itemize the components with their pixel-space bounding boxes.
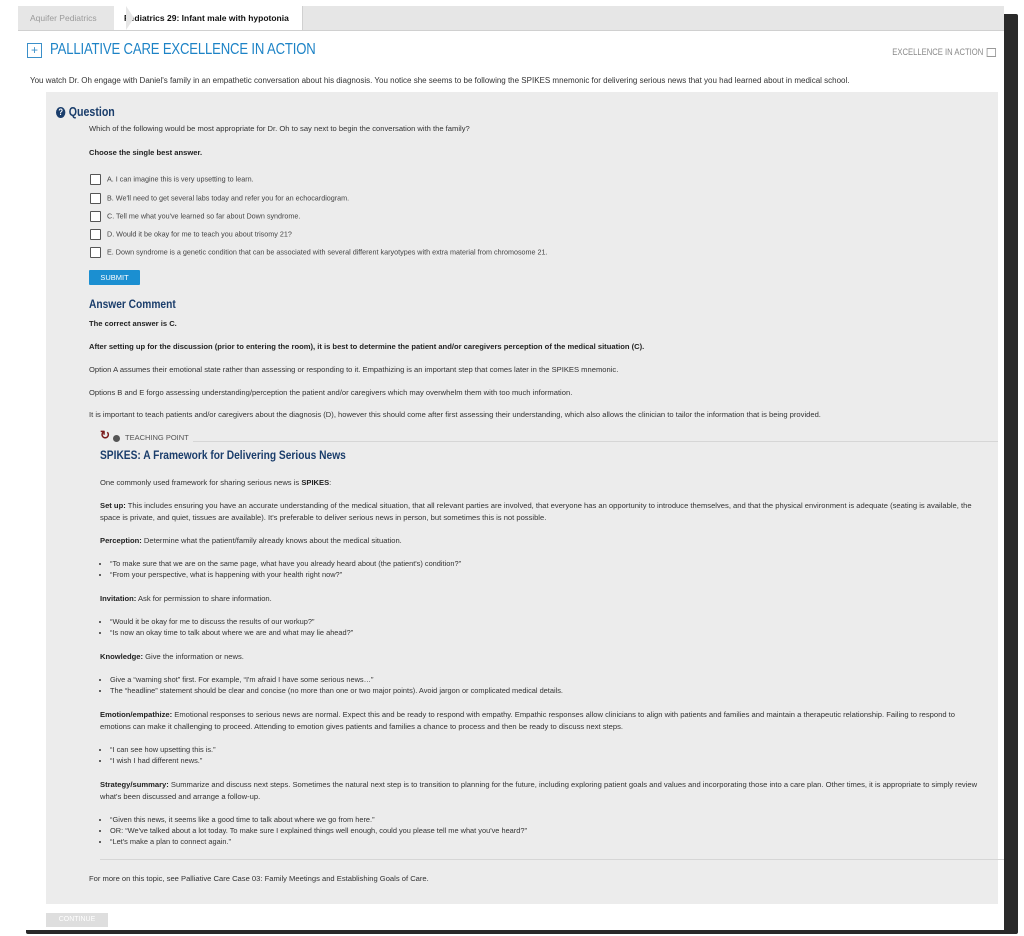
- spikes-intro: [100, 477, 980, 489]
- emotion-label: Emotion/empathize:: [100, 710, 173, 719]
- intro-text: You watch Dr. Oh engage with Daniel's family in an empathetic conversation about his diagnosis. You notice she seems to be following the SPIKES mnemonic for delivering serious news that you had learned about in medical school.: [30, 76, 850, 85]
- checkbox[interactable]: [90, 174, 101, 185]
- list-item: • “Is now an okay time to talk about where we are and what may lie ahead?”: [110, 627, 353, 638]
- list-item: • “I wish I had different news.”: [110, 755, 216, 766]
- list-item: • The “headline” statement should be clear and concise (no more than one or two major points). Avoid jargon or complicated medical details.: [110, 685, 563, 696]
- answer-explanation-2: Option A assumes their emotional state rather than assessing or responding to it. Empathizing is an important step that comes later in the SPIKES mnemonic.: [89, 365, 619, 374]
- answer-option-d[interactable]: [90, 229, 292, 240]
- spikes-invitation: [100, 593, 980, 605]
- list-item: • “To make sure that we are on the same page, what have you already heard about (the patient's) condition?”: [110, 558, 461, 569]
- strategy-text: Summarize and discuss next steps. Sometimes the natural next step is to transition to planning for the future, including exploring patient goals and values and incorporating those into a care plan. Other times, it is appropriate to simply review what's been discussed and arrange a follow-up.: [100, 780, 978, 801]
- checkbox[interactable]: [90, 211, 101, 222]
- breadcrumb: [18, 6, 1004, 31]
- invitation-list: [100, 616, 353, 638]
- strategy-list: [100, 814, 527, 847]
- knowledge-list: [100, 674, 563, 696]
- page-title: PALLIATIVE CARE EXCELLENCE IN ACTION: [50, 41, 316, 58]
- teaching-point-icon: [113, 435, 120, 442]
- case-window: [18, 6, 1004, 930]
- answer-option-a[interactable]: [90, 174, 254, 185]
- knowledge-label: Knowledge:: [100, 652, 144, 661]
- perception-label: Perception:: [100, 536, 142, 545]
- spikes-intro-colon: :: [329, 478, 332, 487]
- answer-option-label: B. We'll need to get several labs today and refer you for an echocardiogram.: [107, 193, 350, 203]
- answer-option-label: D. Would it be okay for me to teach you about trisomy 21?: [107, 229, 292, 239]
- answer-explanation-4: It is important to teach patients and/or caregivers about the diagnosis (D), however this should come after first assessing their understanding, which also allows the clinician to tailor the information that is being provided.: [89, 410, 821, 419]
- knowledge-text: Give the information or news.: [143, 652, 244, 661]
- setup-text: This includes ensuring you have an accurate understanding of the medical situation, that all relevant parties are involved, that everyone has an opportunity to introduce themselves, and that the physical environment is adequate (seating is available, the space is private, and quiet, tissues are available). It's preferable to deliver serious news in person, but sometimes this is not possible.: [100, 501, 972, 522]
- breadcrumb-parent[interactable]: Aquifer Pediatrics: [18, 6, 126, 30]
- setup-label: Set up:: [100, 501, 126, 510]
- spikes-emotion: [100, 709, 980, 732]
- answer-option-c[interactable]: [90, 211, 300, 222]
- invitation-text: Ask for permission to share information.: [136, 594, 272, 603]
- aquifer-logo-icon: ↻: [100, 428, 111, 442]
- checkbox[interactable]: [90, 247, 101, 258]
- answer-option-label: A. I can imagine this is very upsetting to learn.: [107, 174, 254, 184]
- question-heading-label: Question: [68, 105, 115, 119]
- spikes-intro-text: One commonly used framework for sharing serious news is: [100, 478, 302, 487]
- perception-list: [100, 558, 461, 580]
- continue-button[interactable]: CONTINUE: [46, 913, 108, 927]
- question-prompt: Which of the following would be most appropriate for Dr. Oh to say next to begin the conversation with the family?: [89, 124, 470, 133]
- megaphone-icon: [987, 48, 996, 57]
- breadcrumb-current: Pediatrics 29: Infant male with hypotonia: [114, 6, 303, 30]
- answer-option-label: E. Down syndrome is a genetic condition that can be associated with several different karyotypes with extra material from chromosome 21.: [107, 247, 548, 257]
- list-item: • Give a “warning shot” first. For example, “I'm afraid I have some serious news…”: [110, 674, 563, 685]
- question-heading: [56, 105, 115, 119]
- list-item: • “I can see how upsetting this is.”: [110, 744, 216, 755]
- further-reading: For more on this topic, see Palliative Care Case 03: Family Meetings and Establishing Goals of Care.: [89, 874, 429, 883]
- section-header: [18, 31, 1004, 61]
- answer-comment-heading: Answer Comment: [89, 297, 176, 311]
- invitation-label: Invitation:: [100, 594, 137, 603]
- list-item: • “Would it be okay for me to discuss the results of our workup?”: [110, 616, 353, 627]
- checkbox[interactable]: [90, 229, 101, 240]
- teaching-point-title: SPIKES: A Framework for Delivering Serious News: [100, 448, 346, 462]
- checkbox[interactable]: [90, 193, 101, 204]
- spikes-acronym: SPIKES: [301, 478, 330, 487]
- question-instruction: Choose the single best answer.: [89, 148, 203, 157]
- spikes-strategy: [100, 779, 980, 802]
- teaching-point-label: TEACHING POINT: [125, 433, 193, 442]
- expand-icon[interactable]: +: [27, 43, 42, 58]
- list-item: • “Given this news, it seems like a good time to talk about where we go from here.”: [110, 814, 527, 825]
- spikes-perception: [100, 535, 980, 547]
- section-tag: [892, 47, 996, 57]
- spikes-knowledge: [100, 651, 980, 663]
- answer-option-e[interactable]: [90, 247, 548, 258]
- question-icon: ?: [56, 107, 65, 118]
- question-panel: [46, 92, 998, 904]
- answer-option-label: C. Tell me what you've learned so far about Down syndrome.: [107, 211, 301, 221]
- list-item: • “From your perspective, what is happening with your health right now?”: [110, 569, 461, 580]
- emotion-text: Emotional responses to serious news are normal. Expect this and be ready to respond with empathy. Empathic responses allow clinicians to align with patients and families and maintain a therapeutic relationship. Failing to respond to emotions can make it challenging to proceed. Attending to emotion gives patients and families a chance to process and then be ready to discuss next steps.: [100, 710, 956, 731]
- answer-explanation-1: After setting up for the discussion (prior to entering the room), it is best to determine the patient and/or caregivers perception of the medical situation (C).: [89, 342, 645, 351]
- section-tag-label: EXCELLENCE IN ACTION: [892, 47, 984, 57]
- emotion-list: [100, 744, 216, 766]
- divider: [100, 859, 1004, 860]
- submit-button[interactable]: SUBMIT: [89, 270, 140, 285]
- strategy-label: Strategy/summary:: [100, 780, 169, 789]
- divider: [128, 441, 998, 442]
- perception-text: Determine what the patient/family already knows about the medical situation.: [141, 536, 402, 545]
- answer-option-b[interactable]: [90, 193, 349, 204]
- list-item: • OR: “We've talked about a lot today. To make sure I explained things well enough, could you please tell me what you've heard?”: [110, 825, 527, 836]
- answer-explanation-3: Options B and E forgo assessing understanding/perception the patient and/or caregivers which may overwhelm them with too much information.: [89, 388, 573, 397]
- list-item: • “Let's make a plan to connect again.”: [110, 836, 527, 847]
- spikes-setup: [100, 500, 980, 523]
- correct-answer: The correct answer is C.: [89, 319, 177, 328]
